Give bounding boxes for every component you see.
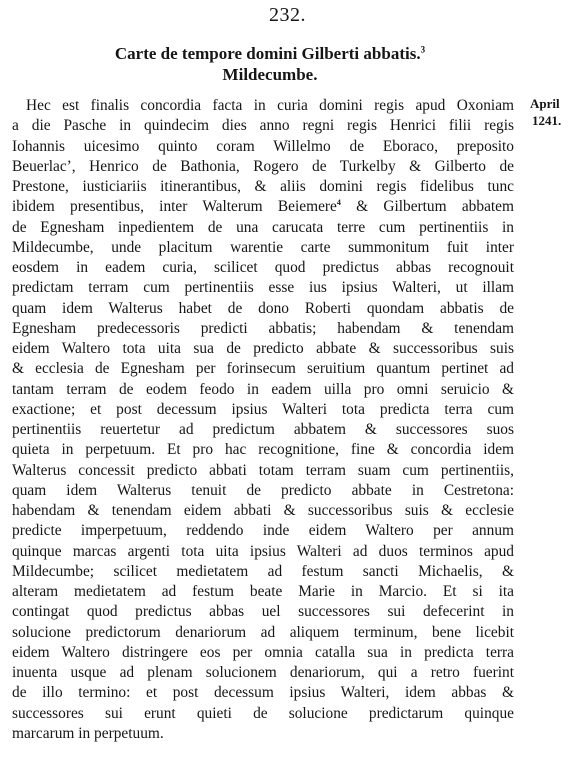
text-line: pertinentiis reuertetur ad predictum abbatem & successores suos: [12, 421, 514, 438]
text-line: eosdem in eadem curia, scilicet quod predictus abbas recognouit: [12, 259, 514, 276]
footnote-reference-3: 3: [420, 44, 426, 55]
text-line: Mildecumbe, unde placitum warentie carte summonitum fuit inter: [12, 238, 514, 256]
text-line: successores sui erunt quieti de solucione predictarum quinque: [12, 704, 514, 722]
text-line: marcarum in perpetuum.: [12, 724, 164, 742]
text-line-with-footnote: [12, 197, 514, 217]
text-line: quam idem Walterus habet de dono Roberti quondam abbatis de: [12, 299, 514, 317]
charter-body-text: [12, 96, 514, 744]
text-line: Hec est finalis concordia facta in curia domini regis apud Oxoniam: [26, 97, 514, 114]
charter-place: Mildecumbe.: [222, 65, 318, 84]
text-line: tantam terram de eodem feodo in eadem uilla pro omni seruicio &: [12, 380, 514, 398]
text-line-segment: & Gilbertum abbatem: [340, 198, 514, 216]
text-line: habendam & tenendam eidem abbati & successoribus suis & ecclesie: [12, 502, 514, 519]
margin-note-month: April: [530, 96, 560, 111]
text-line: Walterus concessit predicto abbati totam terram suam cum pertinentiis,: [12, 461, 514, 479]
text-line: Egnesham predecessoris predicti abbatis; habendam & tenendam: [12, 319, 514, 337]
text-line: eidem Waltero tota uita sua de predicto abbate & successoribus suis: [12, 340, 514, 357]
text-line: alteram medietatem ad festum beate Marie in Marcio. Et si ita: [12, 583, 514, 600]
text-line: Prestone, iusticiariis itinerantibus, & aliis domini regis fidelibus tunc: [12, 178, 514, 195]
text-line: quinque marcas argenti tota uita ipsius Walteri ad duos terminos apud: [12, 542, 514, 560]
charter-title-text: Carte de tempore domini Gilberti abbatis.: [114, 44, 421, 63]
text-line: de illo termino: et post decessum ipsius Walteri, idem abbas &: [12, 684, 514, 702]
page-number: 232.: [269, 4, 306, 26]
charter-title: [60, 43, 480, 64]
text-line: Mildecumbe; scilicet medietatem ad festum sancti Michaelis, &: [12, 562, 514, 580]
text-line: de Egnesham inpedientem de una carucata terre cum pertinentiis in: [12, 218, 514, 236]
text-line: solucione predictorum denariorum ad aliquem terminum, bene licebit: [12, 623, 514, 641]
text-line: Beuerlac’, Henrico de Bathonia, Rogero de Turkelby & Gilberto de: [12, 157, 514, 175]
text-line: predictam terram cum pertinentiis esse ius ipsius Walteri, ut illam: [12, 279, 514, 297]
text-line: exactione; et post decessum ipsius Walteri tota predicta terra cum: [12, 400, 514, 418]
margin-note-year: 1241.: [532, 113, 562, 128]
text-line: a die Pasche in quindecim dies anno regni regis Henrici filii regis: [12, 117, 514, 135]
text-line: eidem Waltero distringere eos per omnia catalla sua in predicta terra: [12, 643, 514, 661]
footnote-reference-4: 4: [336, 198, 341, 208]
text-line: predicte imperpetuum, reddendo inde eidem Waltero per annum: [12, 522, 514, 540]
text-line-segment: ibidem presentibus, inter Walterum Beiemere: [12, 198, 337, 216]
text-line: quam idem Walterus tenuit de predicto abbate in Cestretona:: [12, 481, 514, 499]
text-line: contingat quod predictus abbas uel successores sui defecerint in: [12, 603, 514, 621]
text-line: Iohannis uicesimo quinto coram Willelmo de Eboraco, preposito: [12, 137, 514, 155]
text-line: quieta in perpetuum. Et pro hac recognitione, fine & concordia idem: [12, 441, 514, 459]
margin-date-note: [530, 95, 574, 129]
text-line: inuenta usque ad plenam solucionem denariorum, qui a retro fuerint: [12, 664, 514, 681]
text-line: & ecclesia de Egnesham per forinsecum seruitium quantum pertinet ad: [12, 360, 514, 378]
